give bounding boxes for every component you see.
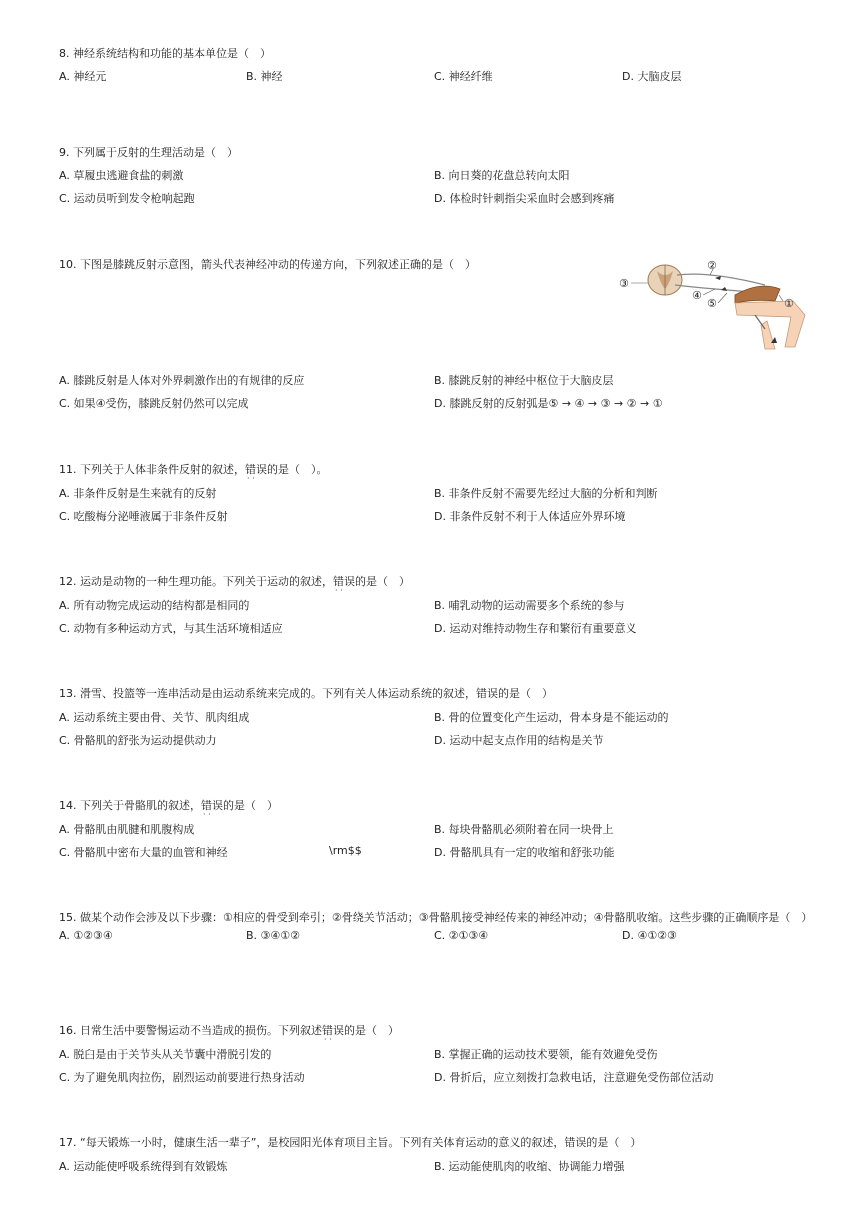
option-d: D. ④①②③ — [622, 929, 677, 942]
option-d: D. 非条件反射不利于人体适应外界环境 — [434, 510, 626, 523]
option-b: B. 运动能使肌肉的收缩、协调能力增强 — [434, 1160, 625, 1173]
option-b: B. 神经 — [246, 70, 283, 83]
option-c: C. 为了避免肌肉拉伤，剧烈运动前要进行热身活动 — [59, 1071, 305, 1084]
question-13 — [59, 686, 807, 755]
question-8 — [59, 46, 807, 91]
option-d: D. 大脑皮层 — [622, 70, 682, 83]
option-b: B. 膝跳反射的神经中枢位于大脑皮层 — [434, 374, 614, 387]
option-c: C. 骨骼肌的舒张为运动提供动力 — [59, 734, 217, 747]
label-4: ④ — [692, 289, 702, 302]
option-a: A. 运动能使呼吸系统得到有效锻炼 — [59, 1160, 228, 1173]
option-c: C. ②①③④ — [434, 929, 489, 942]
option-c: C. 运动员听到发令枪响起跑 — [59, 192, 195, 205]
label-2: ② — [707, 259, 717, 272]
question-9 — [59, 145, 807, 213]
option-b: B. 非条件反射不需要先经过大脑的分析和判断 — [434, 487, 658, 500]
emphasis-dots: 错误 · · — [322, 1023, 344, 1039]
option-d: D. 膝跳反射的反射弧是⑤ → ④ → ③ → ② → ① — [434, 397, 663, 410]
option-d: D. 骨骼肌具有一定的收缩和舒张功能 — [434, 846, 615, 859]
question-stem: 13. 滑雪、投篮等一连串活动是由运动系统来完成的。下列有关人体运动系统的叙述，错误的是（ ） — [59, 687, 553, 700]
option-a: A. 神经元 — [59, 70, 107, 83]
question-stem: 9. 下列属于反射的生理活动是（ ） — [59, 146, 238, 159]
question-15 — [59, 906, 813, 952]
question-stem: 8. 神经系统结构和功能的基本单位是（ ） — [59, 47, 271, 60]
option-a: A. ①②③④ — [59, 929, 113, 942]
question-12 — [59, 574, 807, 643]
option-c: C. 如果④受伤，膝跳反射仍然可以完成 — [59, 397, 249, 410]
option-d: D. 运动对维持动物生存和繁衍有重要意义 — [434, 622, 637, 635]
option-a: A. 骨骼肌由肌腱和肌腹构成 — [59, 823, 195, 836]
option-a: A. 膝跳反射是人体对外界刺激作出的有规律的反应 — [59, 374, 305, 387]
knee-jerk-reflex-diagram — [615, 255, 811, 355]
emphasis-dots: 错误 · · — [201, 798, 223, 814]
option-a: A. 脱臼是由于关节头从关节囊中滑脱引发的 — [59, 1048, 272, 1061]
option-d: D. 运动中起支点作用的结构是关节 — [434, 734, 604, 747]
option-c: C. 动物有多种运动方式，与其生活环境相适应 — [59, 622, 283, 635]
question-stem: 15. 做某个动作会涉及以下步骤：①相应的骨受到牵引；②骨绕关节活动；③骨骼肌接受神经传来的神经冲动；④骨骼肌收缩。这些步骤的正确顺序是（ ） — [59, 911, 813, 924]
question-stem: 17. “每天锻炼一小时，健康生活一辈子”，是校园阳光体育项目主旨。下列有关体育运动的意义的叙述，错误的是（ ） — [59, 1136, 642, 1149]
option-b: B. 每块骨骼肌必须附着在同一块骨上 — [434, 823, 614, 836]
question-11 — [59, 462, 807, 531]
option-c: C. 吃酸梅分泌唾液属于非条件反射 — [59, 510, 228, 523]
option-b: B. ③④①② — [246, 929, 300, 942]
question-stem: 16. 日常生活中要警惕运动不当造成的损伤。下列叙述错误 · ·的是（ ） — [59, 1023, 807, 1039]
question-14 — [59, 798, 807, 867]
option-c: C. 骨骼肌中密布大量的血管和神经 — [59, 846, 228, 859]
option-a: A. 草履虫逃避食盐的刺激 — [59, 169, 184, 182]
question-16 — [59, 1023, 807, 1092]
option-d: D. 体检时针刺指尖采血时会感到疼痛 — [434, 192, 615, 205]
option-d: D. 骨折后，应立刻拨打急救电话，注意避免受伤部位活动 — [434, 1071, 714, 1084]
label-3: ③ — [619, 277, 629, 290]
question-10-options — [59, 372, 807, 418]
option-b: B. 骨的位置变化产生运动，骨本身是不能运动的 — [434, 711, 669, 724]
label-5: ⑤ — [707, 297, 717, 310]
option-c: C. 神经纤维 — [434, 70, 493, 83]
question-stem: 14. 下列关于骨骼肌的叙述，错误 · ·的是（ ） — [59, 798, 807, 814]
label-1: ① — [784, 297, 794, 310]
question-stem: 11. 下列关于人体非条件反射的叙述，错误 · ·的是（ ）。 — [59, 462, 807, 478]
question-17 — [59, 1135, 807, 1181]
option-b: B. 掌握正确的运动技术要领，能有效避免受伤 — [434, 1048, 658, 1061]
option-b: B. 哺乳动物的运动需要多个系统的参与 — [434, 599, 625, 612]
stray-latex-text: \rm$$ — [329, 844, 362, 857]
option-a: A. 非条件反射是生来就有的反射 — [59, 487, 217, 500]
question-stem: 12. 运动是动物的一种生理功能。下列关于运动的叙述，错误 · ·的是（ ） — [59, 574, 807, 590]
emphasis-dots: 错误 · · — [333, 574, 355, 590]
question-stem: 10. 下图是膝跳反射示意图，箭头代表神经冲动的传递方向，下列叙述正确的是（ ） — [59, 258, 476, 271]
option-a: A. 所有动物完成运动的结构都是相同的 — [59, 599, 250, 612]
option-a: A. 运动系统主要由骨、关节、肌肉组成 — [59, 711, 250, 724]
option-b: B. 向日葵的花盘总转向太阳 — [434, 169, 570, 182]
emphasis-dots: 错误 · · — [245, 462, 267, 478]
